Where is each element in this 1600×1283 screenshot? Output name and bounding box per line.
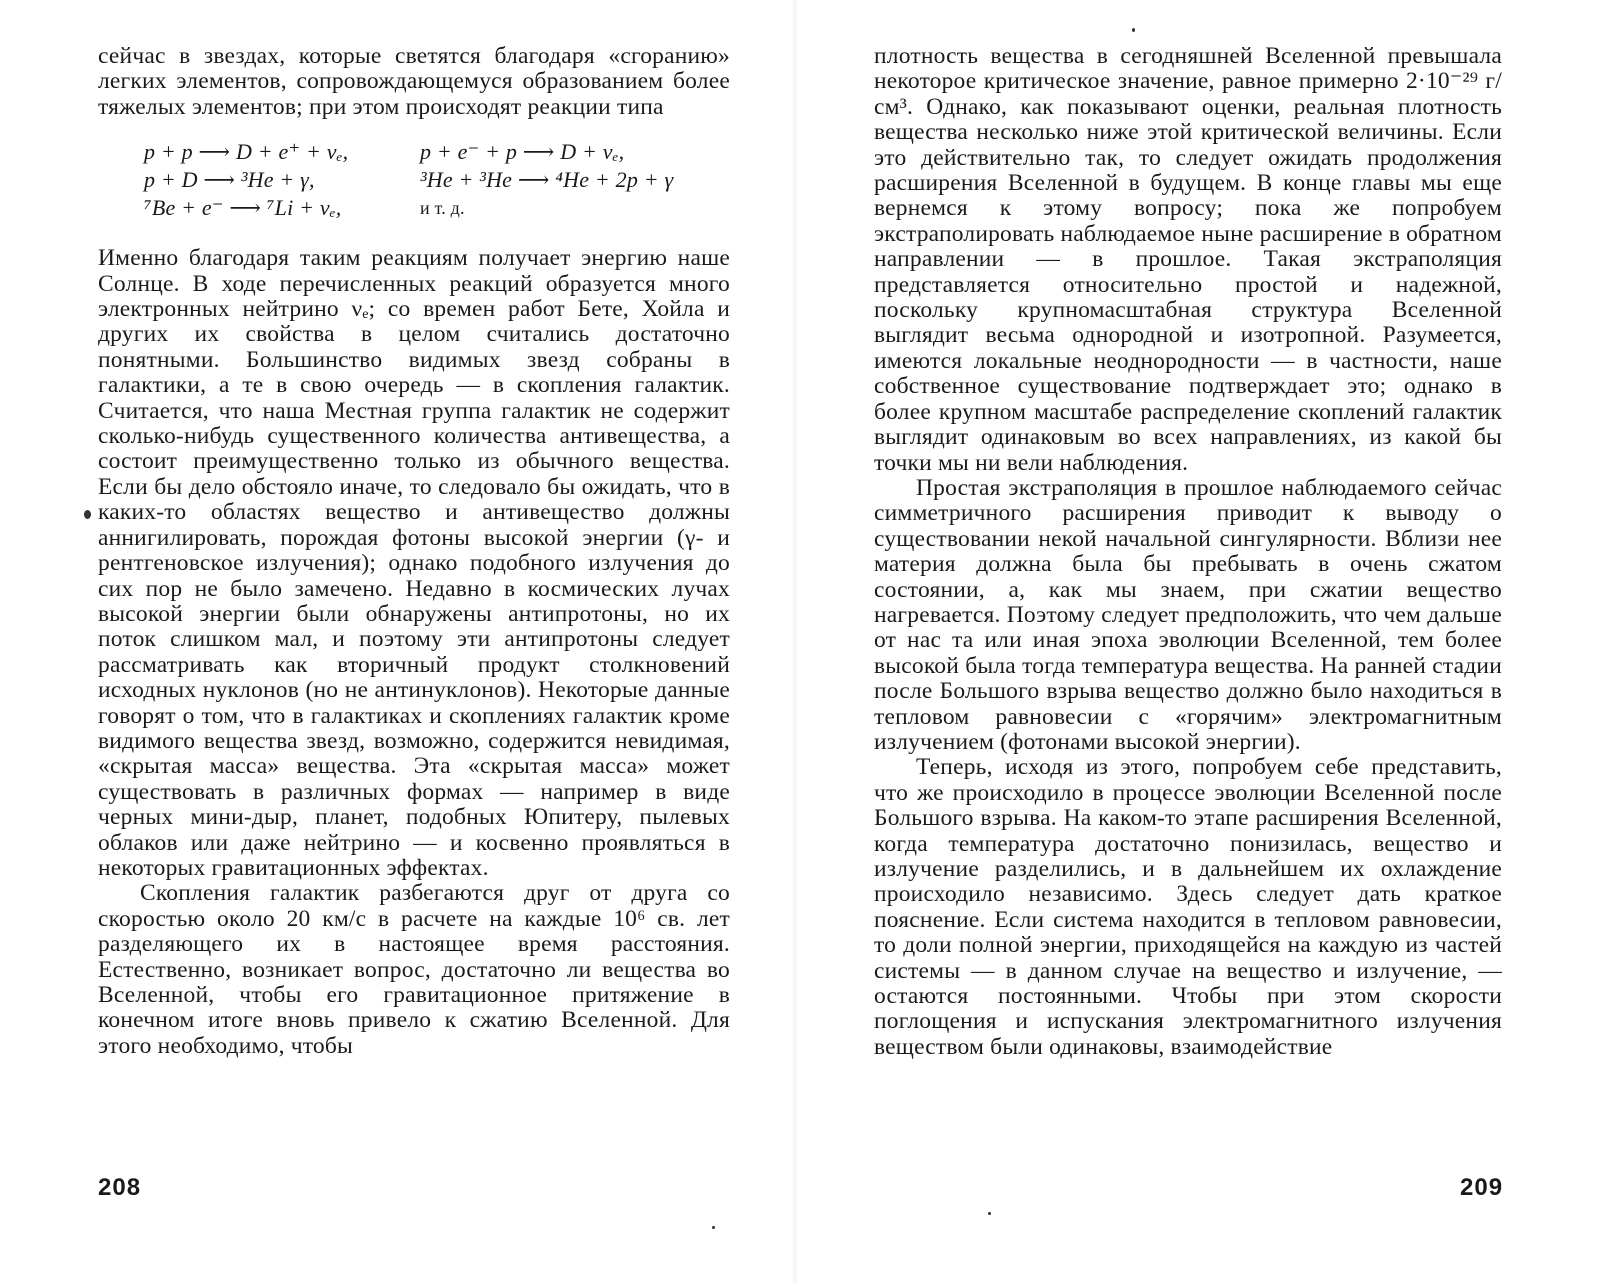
scan-speck — [1132, 28, 1135, 32]
reaction-row — [144, 194, 730, 222]
reaction-right: ³He + ³He ⟶ ⁴He + 2p + γ — [420, 167, 674, 193]
page-number-left: 208 — [98, 1174, 142, 1201]
reaction-right: p + e⁻ + p ⟶ D + νₑ, — [420, 139, 625, 165]
scan-speck — [988, 1212, 991, 1215]
reaction-equations — [144, 138, 730, 222]
right-paragraph-third: Теперь, исходя из этого, попробуем себе представить, что же происходило в процессе эволюции Вселенной после Большого взрыва. На каком-то этапе расширения Вселенной, когда температура достаточно понизилась, вещество и излучение разделились, и в дальнейшем их охлаждение происходило независимо. Здесь следует дать краткое пояснение. Если система находится в тепловом равновесии, то доли полной энергии, приходящейся на каждую из частей системы — в данном случае на вещество и излучение, — остаются постоянными. Чтобы при этом скорости поглощения и испускания электромагнитного излучения веществом были одинаковы, взаимодействие — [874, 754, 1502, 1060]
right-paragraph-second: Простая экстраполяция в прошлое наблюдаемого сейчас симметричного расширения приводит к выводу о существовании некой начальной сингулярности. Вблизи нее материя должна была бы пребывать в очень сжатом состоянии, а, как мы знаем, при сжатии вещество нагревается. Поэтому следует предположить, что чем дальше от нас та или иная эпоха эволюции Вселенной, тем более высокой была тогда температура вещества. На ранней стадии после Большого взрыва вещество должно было находиться в тепловом равновесии с «горячим» электромагнитным излучением (фотонами высокой энергии). — [874, 474, 1502, 755]
reaction-row — [144, 166, 730, 194]
right-paragraph-first: плотность вещества в сегодняшней Вселенной превышала некоторое критическое значение, равное примерно 2·10⁻²⁹ г/см³. Однако, как показывают оценки, реальная плотность вещества несколько ниже этой критической величины. Если это действительно так, то следует ожидать продолжения расширения Вселенной в будущем. В конце главы мы еще вернемся к этому вопросу; пока же попробуем экстраполировать наблюдаемое ныне расширение в обратном направлении — в прошлое. Такая экстраполяция представляется относительно простой и надежной, поскольку крупномасштабная структура Вселенной выглядит весьма однородной и изотропной. Разумеется, имеются локальные неоднородности — в частности, наше собственное существование подтверждает это; однако в более крупном масштабе распределение скоплений галактик выглядит одинаковым во всех направлениях, из какой бы точки мы ни вели наблюдения. — [874, 43, 1503, 476]
reaction-left: p + p ⟶ D + e⁺ + νₑ, — [144, 139, 349, 165]
reaction-left: p + D ⟶ ³He + γ, — [144, 167, 315, 193]
left-text-column — [98, 44, 730, 1059]
book-gutter — [792, 0, 798, 1283]
scan-speck — [84, 510, 91, 519]
reaction-row — [144, 138, 730, 166]
left-paragraph-intro: сейчас в звездах, которые светятся благодаря «сгоранию» легких элементов, сопровождающемуся образованием более тяжелых элементов; при этом происходят реакции типа — [98, 43, 730, 120]
right-page — [800, 0, 1600, 1283]
left-paragraph-last: Скопления галактик разбегаются друг от друга со скоростью около 20 км/с в расчете на каждые 10⁶ св. лет разделяющего их в настоящее время расстояния. Естественно, возникает вопрос, достаточно ли вещества во Вселенной, чтобы его гравитационное притяжение в конечном итоге вновь привело к сжатию Вселенной. Для этого необходимо, чтобы — [98, 880, 730, 1059]
page-number-right: 209 — [1460, 1174, 1504, 1201]
scan-speck — [712, 1226, 715, 1229]
left-page — [0, 0, 790, 1283]
right-text-column — [874, 44, 1502, 1060]
reaction-left: ⁷Be + e⁻ ⟶ ⁷Li + νₑ, — [144, 195, 342, 221]
left-paragraph-main: Именно благодаря таким реакциям получает энергию наше Солнце. В ходе перечисленных реакций образуется много электронных нейтрино νₑ; со времен работ Бете, Хойла и других их свойства в целом считались достаточно понятными. Большинство видимых звезд собраны в галактики, а те в свою очередь — в скопления галактик. Считается, что наша Местная группа галактик не содержит сколько-нибудь существенного количества антивещества, а состоит преимущественно только из обычного вещества. Если бы дело обстояло иначе, то следовало бы ожидать, что в каких-то областях вещество и антивещество должны аннигилировать, порождая фотоны высокой энергии (γ- и рентгеновское излучения); однако подобного излучения до сих пор не было замечено. Недавно в космических лучах высокой энергии были обнаружены антипротоны, но их поток слишком мал, и поэтому эти антипротоны следует рассматривать как вторичный продукт столкновений исходных нуклонов (но не антинуклонов). Некоторые данные говорят о том, что в галактиках и скоплениях галактик кроме видимого вещества звезд, возможно, содержится невидимая, «скрытая масса» вещества. Эта «скрытая масса» может существовать в различных формах — например в виде черных мини-дыр, планет, подобных Юпитеру, пылевых облаков или даже нейтрино — и косвенно проявляться в некоторых гравитационных эффектах. — [98, 245, 730, 881]
reaction-etc: и т. д. — [420, 198, 465, 219]
